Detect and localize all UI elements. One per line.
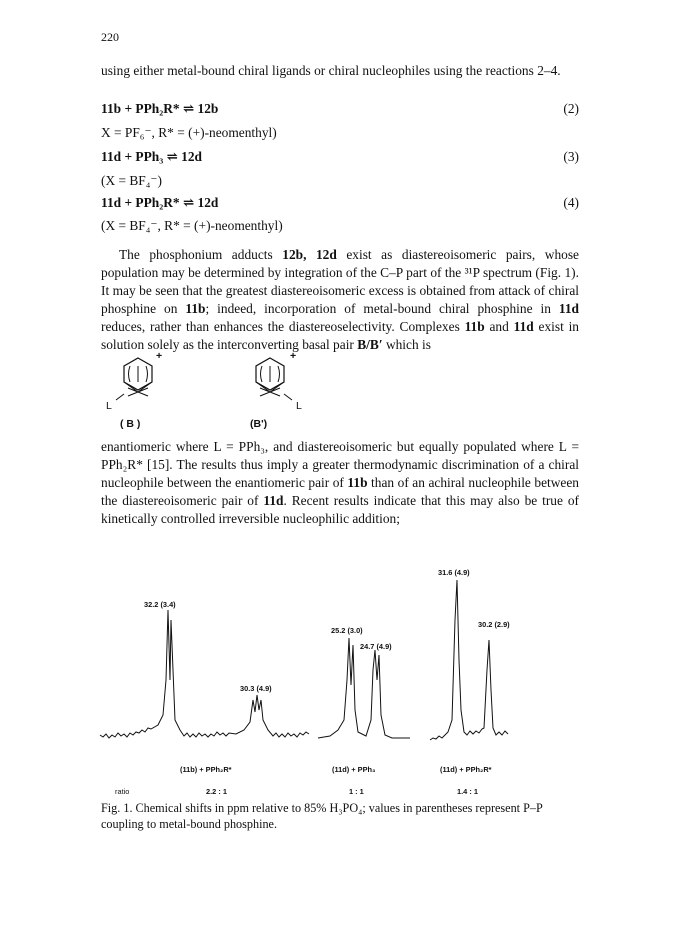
equation-2: 11b + PPh₂R* ⇌ 12b [101,101,219,116]
equation-2-note: X = PF₆⁻, R* = (+)-neomenthyl) [101,125,277,140]
structure-B-label: ( B ) [120,418,141,430]
page-number: 220 [101,30,119,44]
spectrum-trace-right [430,580,508,740]
equation-3-note: (X = BF₄⁻) [101,173,162,188]
equation-3: 11d + PPh₃ ⇌ 12d [101,149,202,164]
paragraph-1: The phosphonium adducts 12b, 12d exist as diastereoisomeric pairs, whose population may be determined by integration of the C–P part of the ³¹P spectrum (Fig. 1). It may be seen that the greatest diastereoisomeric excess is obtained from attack of chiral phosphine on 11b; indeed, incorporation of metal-bound chiral phosphine in 11d reduces, rather than enhances the diastereoselectivity. Complexes 11b and 11d exist in solution solely as the interconverting basal pair B/B′ which is [101,247,580,352]
equation-2-number: (2) [563,101,579,116]
nmr-spectrum [0,560,680,760]
ratio-11d-pph2r: 1.4 : 1 [457,787,478,796]
group-label-11d-pph2r: (11d) + PPh₂R* [440,765,492,774]
paragraph-2: enantiomeric where L = PPh₃, and diastereoisomeric but equally populated where L = PPh₂R* [15]. The results thus imply a greater thermodynamic discrimination of a chiral nucleophile between the enantiomeric pair of 11b than of an achiral nucleophile between the diastereoisomeric pair of 11d. Recent results indicate that this may also be true of kinetically controlled irreversible nucleophilic addition; [101,439,579,526]
peak-label-32-2: 32.2 (3.4) [144,600,176,609]
spectrum-trace-middle [318,638,410,738]
equation-3-number: (3) [563,149,579,164]
structure-B-prime-charge: + [290,350,297,362]
structure-B-prime-ligand: L [296,400,302,412]
structure-B-drawing [108,352,178,414]
equation-4-number: (4) [563,195,579,210]
spectrum-trace-left [100,610,309,738]
ratio-11d-pph3: 1 : 1 [349,787,364,796]
peak-label-25-2: 25.2 (3.0) [331,626,363,635]
group-label-11d-pph3: (11d) + PPh₃ [332,765,376,774]
equation-4: 11d + PPh₂R* ⇌ 12d [101,195,219,210]
peak-label-24-7: 24.7 (4.9) [360,642,392,651]
group-label-11b: (11b) + PPh₂R* [180,765,232,774]
peak-label-30-3: 30.3 (4.9) [240,684,272,693]
structure-B-prime-label: (B') [250,418,268,430]
structure-B-ligand: L [106,400,112,412]
intro-paragraph: using either metal-bound chiral ligands or chiral nucleophiles using the reactions 2–4. [101,63,561,78]
ratio-label: ratio [115,787,130,796]
equation-4-note: (X = BF₄⁻, R* = (+)-neomenthyl) [101,218,283,233]
structure-B-charge: + [156,350,163,362]
ratio-11b: 2.2 : 1 [206,787,227,796]
peak-label-31-6: 31.6 (4.9) [438,568,470,577]
figure-caption: Fig. 1. Chemical shifts in ppm relative to 85% H₃PO₄; values in parentheses represent P–P coupling to metal-bound phosphine. [101,801,543,831]
peak-label-30-2: 30.2 (2.9) [478,620,510,629]
